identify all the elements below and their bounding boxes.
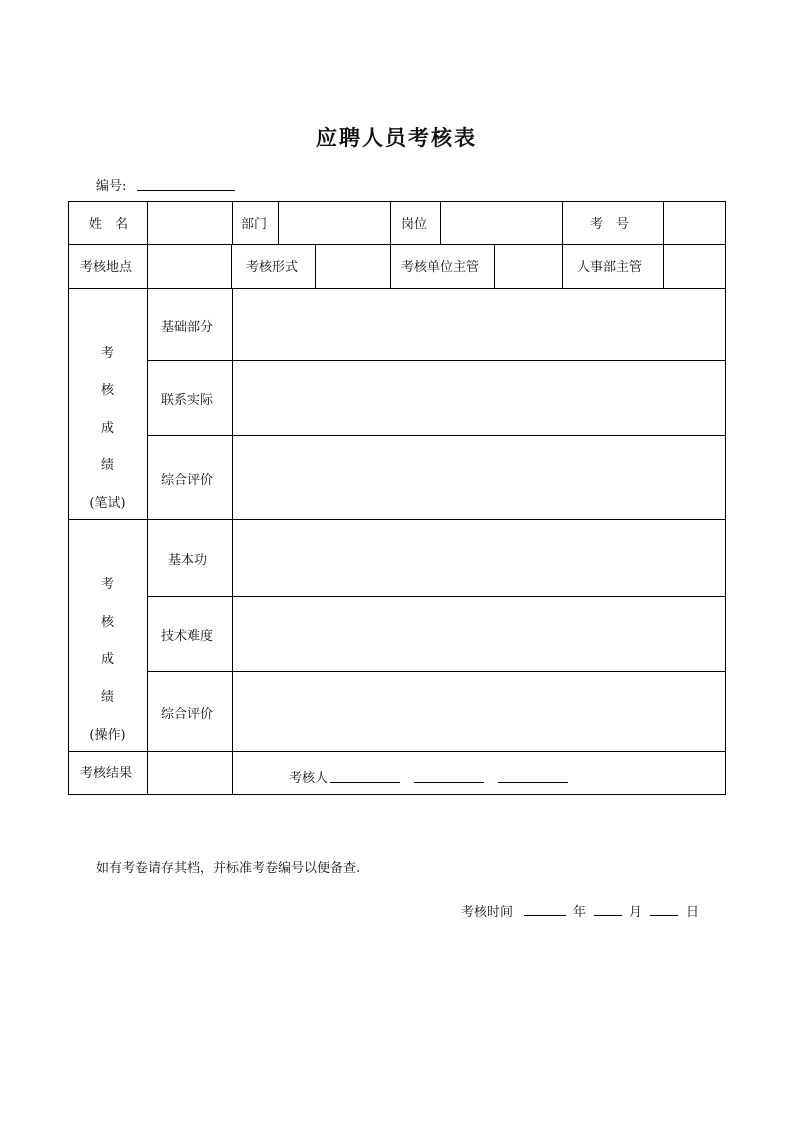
location-field[interactable] (148, 245, 231, 288)
written-practical-field[interactable] (233, 361, 725, 435)
unit-supervisor-label: 考核单位主管 (401, 260, 480, 275)
format-label: 考核形式 (246, 260, 299, 275)
vertical-char: 绩 (100, 690, 114, 705)
practical-fundamentals-field[interactable] (233, 520, 725, 596)
vertical-char: 核 (100, 615, 114, 630)
hr-supervisor-label: 人事部主管 (577, 260, 643, 275)
examiner-signature-2[interactable] (414, 782, 484, 783)
written-basic-label: 基础部分 (161, 320, 214, 335)
archive-note: 如有考卷请存其档，并标准考卷编号以便备查. (96, 861, 361, 876)
practical-overall-field[interactable] (233, 672, 725, 751)
dept-field[interactable] (279, 202, 390, 244)
vertical-char: 核 (100, 383, 114, 398)
unit-supervisor-field[interactable] (495, 245, 562, 288)
serial-label: 编号: (96, 179, 127, 194)
result-label: 考核结果 (80, 766, 133, 781)
written-practical-label: 联系实际 (161, 393, 214, 408)
written-basic-field[interactable] (233, 289, 725, 360)
hr-supervisor-field[interactable] (664, 245, 725, 288)
vertical-char: 成 (100, 652, 114, 667)
practical-overall-label: 综合评价 (161, 707, 214, 722)
day-input[interactable] (650, 915, 678, 916)
location-label: 考核地点 (80, 260, 133, 275)
year-input[interactable] (524, 915, 566, 916)
name-field[interactable] (148, 202, 232, 244)
exam-no-field[interactable] (664, 202, 725, 244)
format-field[interactable] (316, 245, 390, 288)
name-label: 姓 名 (89, 217, 129, 232)
examiner-label: 考核人 (289, 771, 329, 786)
vertical-char: 成 (100, 421, 114, 436)
form-title: 应聘人员考核表 (316, 126, 477, 150)
year-label: 年 (573, 905, 587, 920)
examiner-signature-1[interactable] (330, 782, 400, 783)
vertical-char: (笔试) (89, 496, 126, 511)
written-overall-label: 综合评价 (161, 473, 214, 488)
month-label: 月 (629, 905, 643, 920)
written-overall-field[interactable] (233, 436, 725, 519)
result-field[interactable] (148, 752, 232, 794)
practical-difficulty-field[interactable] (233, 597, 725, 671)
vertical-char: 考 (100, 577, 114, 592)
dept-label: 部门 (241, 217, 268, 232)
date-label: 考核时间 (461, 905, 514, 920)
serial-input[interactable] (137, 190, 235, 191)
examiner-signature-3[interactable] (498, 782, 568, 783)
vertical-char: 考 (100, 346, 114, 361)
month-input[interactable] (594, 915, 622, 916)
exam-no-label: 考 号 (590, 217, 630, 232)
vertical-char: 绩 (100, 458, 114, 473)
practical-difficulty-label: 技术难度 (161, 629, 214, 644)
vertical-char: (操作) (89, 728, 126, 743)
position-label: 岗位 (401, 217, 428, 232)
position-field[interactable] (441, 202, 562, 244)
day-label: 日 (686, 905, 700, 920)
practical-fundamentals-label: 基本功 (168, 553, 208, 568)
